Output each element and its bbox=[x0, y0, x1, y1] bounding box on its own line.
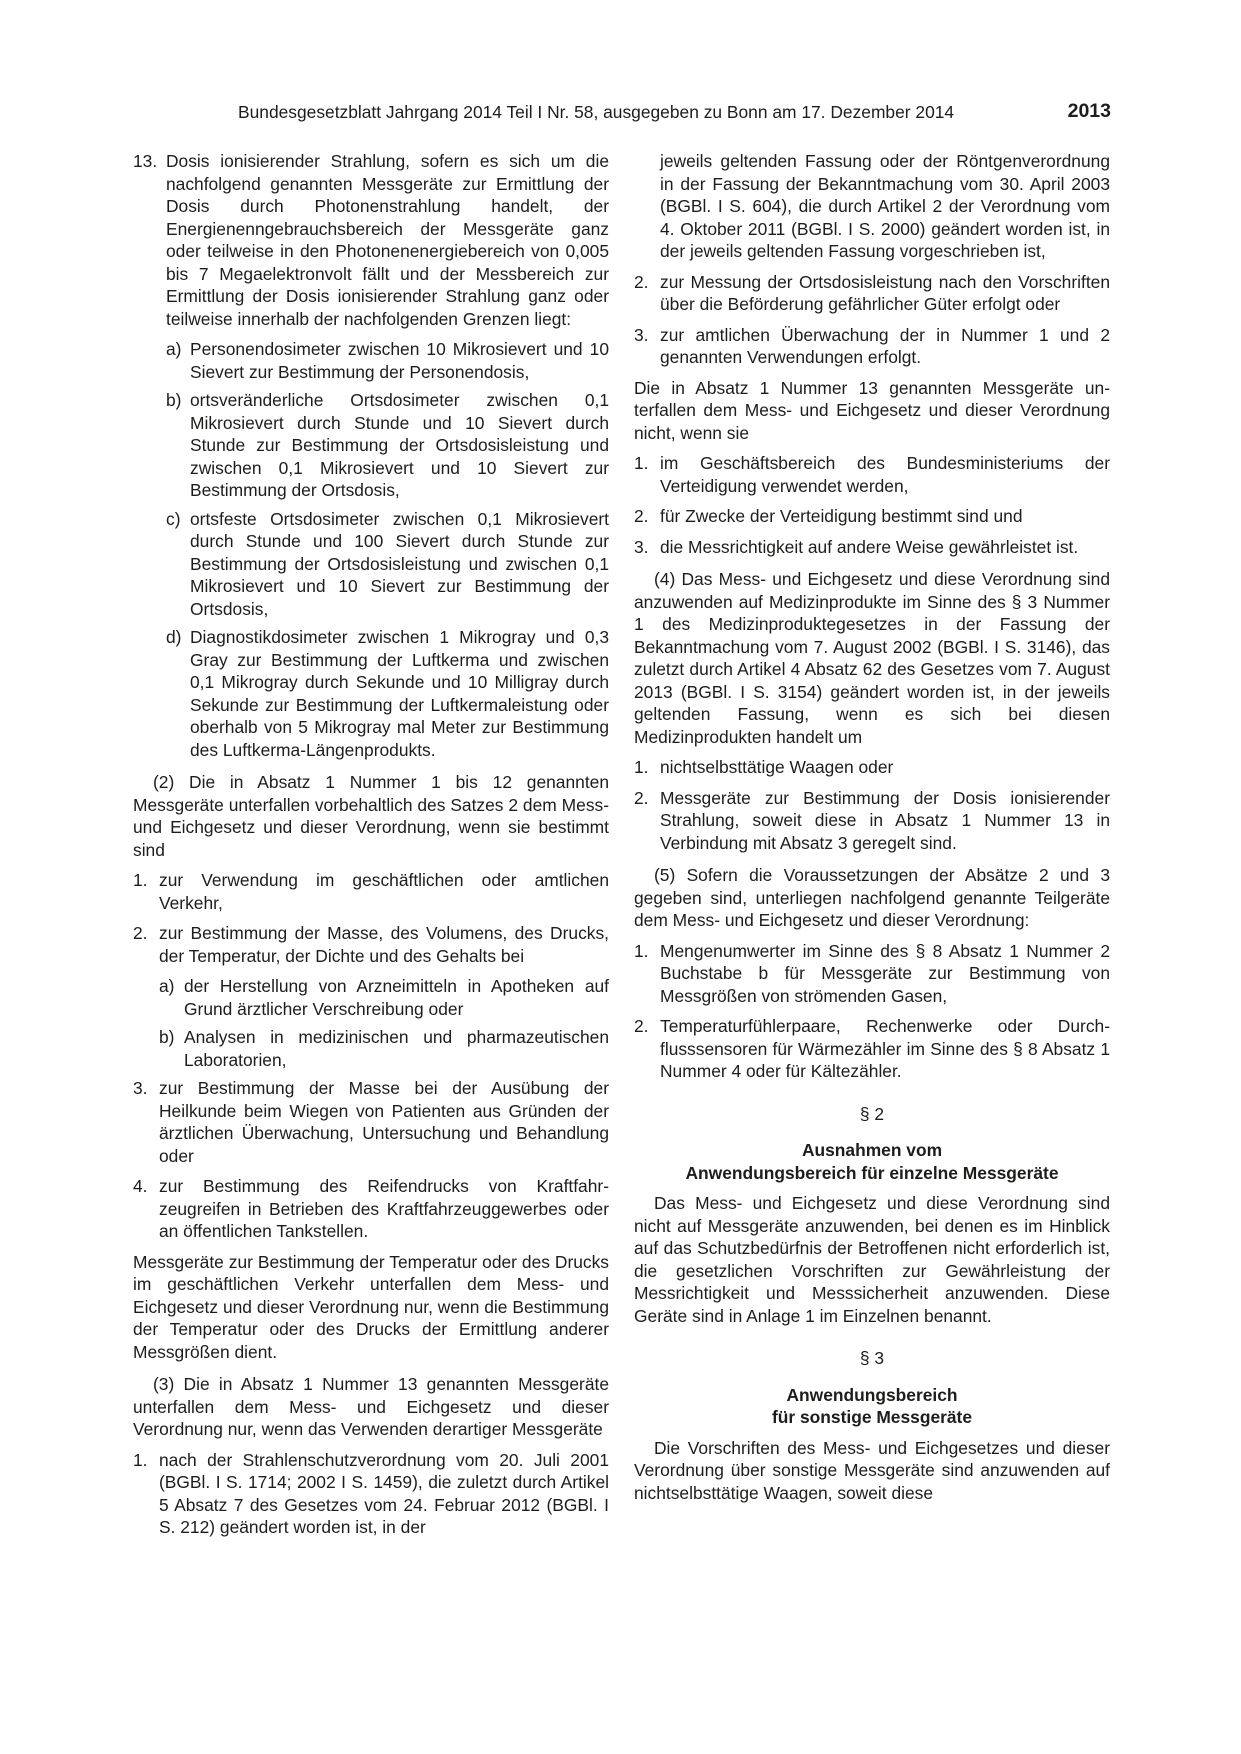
list-item bbox=[634, 787, 1110, 855]
paragraph-4-intro: (4) Das Mess- und Eichgesetz und diese Verordnung sind anzuwenden auf Medizinprodukte im Sinne des § 3 Nummer 1 des Medizinproduktegesetzes in der Fassung der Bekanntmachung vom 7. August 2002 (BGBl. I S. 3146), das zuletzt durch Artikel 4 Absatz 62 des Gesetzes vom 7. August 2013 (BGBl. I S. 3154) geändert worden ist, in der jeweils geltenden Fassung, wenn es sich bei diesen Medizinprodukten handelt um bbox=[634, 569, 1110, 747]
section-title-line: Ausnahmen vom bbox=[801, 1140, 943, 1160]
item-text: Messgeräte zur Bestimmung der Dosis ionisierender Strahlung, soweit diese in Absatz 1 Nummer 13 in Verbindung mit Absatz 3 geregelt sind. bbox=[660, 787, 1110, 853]
section-2-symbol: § 2 bbox=[859, 1103, 885, 1124]
item-text: nichtselbsttätige Waagen oder bbox=[660, 757, 894, 777]
sub-label: b) bbox=[166, 390, 182, 410]
item-text: im Geschäftsbereich des Bundesministeriums der Verteidigung verwendet werden, bbox=[660, 453, 1110, 496]
sub-item-b bbox=[133, 389, 609, 502]
sub-item-b bbox=[133, 1026, 609, 1071]
item-number: 1. bbox=[133, 870, 148, 890]
item-text: zur Verwendung im geschäftlichen oder amtlichen Verkehr, bbox=[159, 870, 609, 913]
section-title-line: Anwendungsbereich bbox=[786, 1384, 958, 1405]
sub-label: d) bbox=[166, 627, 182, 647]
item-text: nach der Strahlenschutzverordnung vom 20. Juli 2001 (BGBl. I S. 1714; 2002 I S. 1459), die zuletzt durch Artikel 5 Absatz 7 des Gesetzes vom 24. Februar 2012 (BGBl. I S. 212) geändert worden ist, in der bbox=[159, 1449, 609, 1537]
right-column bbox=[634, 150, 1110, 1512]
item-text: zur amtlichen Überwachung der in Nummer 1 und 2 genannten Verwendungen erfolgt. bbox=[660, 324, 1110, 367]
item-number: 3. bbox=[634, 536, 649, 557]
section-3-symbol: § 3 bbox=[859, 1348, 885, 1368]
list-item bbox=[634, 271, 1110, 316]
item-number: 2. bbox=[133, 923, 148, 943]
list-item bbox=[133, 869, 609, 914]
list-item bbox=[634, 505, 1110, 528]
item-text: zur Bestimmung der Masse bei der Ausübung der Heilkunde beim Wiegen von Patienten aus Gründen der ärztlichen Überwachung, Untersuchung und Behandlung oder bbox=[159, 1078, 609, 1166]
left-column bbox=[133, 150, 609, 1547]
item-text: zur Bestimmung des Reifendrucks von Kraftfahrzeugreifen in Betrieben des Kraftfahrzeuggewerbes oder an öffentlichen Tankstellen. bbox=[159, 1176, 609, 1241]
sub-item-a bbox=[133, 975, 609, 1020]
item-number: 1. bbox=[133, 1449, 148, 1470]
section-title-line: für sonstige Messgeräte bbox=[771, 1407, 973, 1427]
paragraph-3-sentence-2: Die in Absatz 1 Nummer 13 genannten Messgeräte unterfallen dem Mess- und Eichgesetz und dieser Verordnung nicht, wenn sie bbox=[634, 377, 1110, 443]
running-title: Bundesgesetzblatt Jahrgang 2014 Teil I Nr. 58, ausgegeben zu Bonn am 17. Dezember 2014 bbox=[238, 102, 955, 122]
sub-text: Diagnostikdosimeter zwischen 1 Mikrogray und 0,3 Gray zur Bestimmung der Luftkerma und zwischen 0,1 Mikrogray durch Sekunde und 10 Milligray durch Sekunde zur Bestimmung der Luftkermaleistung oder oberhalb von 5 Mikrogray mal Meter zur Bestimmung des Luftkerma-Längenprodukts. bbox=[190, 627, 609, 760]
item-number: 2. bbox=[634, 1016, 649, 1036]
section-3-text: Die Vorschriften des Mess- und Eichgesetzes und dieser Verordnung über sonstige Messgeräte sind anzuwenden auf nichtselbsttätige Waagen, soweit diese bbox=[634, 1437, 1110, 1503]
sub-text: der Herstellung von Arzneimitteln in Apotheken auf Grund ärztlicher Verschreibung oder bbox=[184, 976, 609, 1019]
sub-label: a) bbox=[159, 976, 175, 996]
paragraph-2-sentence-2: Messgeräte zur Bestimmung der Temperatur oder des Drucks im geschäftlichen Verkehr unterfallen dem Mess- und Eichgesetz und dieser Verordnung nur, wenn die Bestimmung der Temperatur oder des Drucks der Ermittlung anderer Messgrößen dient. bbox=[133, 1251, 609, 1362]
section-title-line: Anwendungsbereich für einzelne Messgeräte bbox=[685, 1162, 1059, 1183]
sub-label: c) bbox=[166, 508, 181, 529]
item-text: für Zwecke der Verteidigung bestimmt sind und bbox=[660, 506, 1023, 526]
item-text: jeweils geltenden Fassung oder der Röntgenverordnung in der Fassung der Bekanntmachung vom 30. April 2003 (BGBl. I S. 604), die durch Artikel 2 der Verordnung vom 4. Oktober 2011 (BGBl. I S. 2000) geändert worden ist, in der jeweils geltenden Fassung vorgeschrieben ist, bbox=[660, 151, 1110, 261]
list-item bbox=[133, 1175, 609, 1243]
list-item bbox=[634, 940, 1110, 1008]
item-number: 1. bbox=[634, 453, 649, 473]
item-text: die Messrichtigkeit auf andere Weise gewährleistet ist. bbox=[660, 536, 1079, 557]
item-number: 3. bbox=[634, 324, 649, 345]
list-item bbox=[634, 324, 1110, 369]
page-header bbox=[238, 100, 1111, 130]
list-item bbox=[634, 536, 1110, 559]
sub-label: a) bbox=[166, 339, 182, 359]
item-text: Temperaturfühlerpaare, Rechenwerke oder Durchflusssensoren für Wärmezähler im Sinne des § 8 Absatz 1 Nummer 4 oder für Kältezähler. bbox=[660, 1016, 1110, 1081]
item-number: 13. bbox=[133, 151, 158, 171]
section-2-text: Das Mess- und Eichgesetz und diese Verordnung sind nicht auf Messgeräte anzuwenden, bei denen es im Hinblick auf das Schutzbedürfnis der Betroffenen nicht erforderlich ist, die gesetzlichen Vorschriften zur Gewährleistung der Messrichtigkeit und Messsicherheit anzuwenden. Diese Geräte sind in Anlage 1 im Einzelnen benannt. bbox=[634, 1193, 1110, 1326]
list-item bbox=[133, 1077, 609, 1167]
sub-label: b) bbox=[159, 1027, 175, 1047]
sub-item-c bbox=[133, 508, 609, 621]
list-item bbox=[133, 1449, 609, 1539]
item-number: 4. bbox=[133, 1176, 148, 1196]
item-text: zur Messung der Ortsdosisleistung nach den Vorschriften über die Beförderung gefährlicher Güter erfolgt oder bbox=[660, 271, 1110, 314]
sub-text: ortsveränderliche Ortsdosimeter zwischen 0,1 Mikrosievert durch Stunde und 10 Sievert durch Stunde zur Bestimmung der Ortsdosisleistung und zwischen 0,1 Mikrosievert und 10 Sievert zur Bestimmung der Ortsdosis, bbox=[190, 390, 609, 500]
list-item bbox=[634, 1015, 1110, 1083]
item-text: Mengenumwerter im Sinne des § 8 Absatz 1 Nummer 2 Buchstabe b für Messgeräte zur Bestimmung von Messgrößen von strömenden Gasen, bbox=[660, 940, 1110, 1006]
section-2-title bbox=[634, 1139, 1110, 1184]
item-text: Dosis ionisierender Strahlung, sofern es sich um die nachfolgend genannten Messgeräte zur Ermittlung der Dosis durch Photonenstrahlung handelt, der Energienenngebrauchsbereich der Messgeräte ganz oder teilweise in den Photonenenergiebereich von 0,005 bis 7 Megaelektronvolt fällt und der Messbereich zur Ermittlung der Dosis ionisierender Strahlung ganz oder teilweise innerhalb der nachfolgenden Grenzen liegt: bbox=[166, 151, 609, 329]
sub-text: Analysen in medizinischen und pharmazeutischen Laboratorien, bbox=[184, 1027, 609, 1070]
item-text: zur Bestimmung der Masse, des Volumens, des Drucks, der Temperatur, der Dichte und des Gehalts bei bbox=[159, 923, 609, 966]
paragraph-2-intro: (2) Die in Absatz 1 Nummer 1 bis 12 genannten Messgeräte unterfallen vorbehaltlich des Satzes 2 dem Mess- und Eichgesetz und dieser Verordnung, wenn sie bestimmt sind bbox=[133, 772, 609, 860]
item-number: 1. bbox=[634, 940, 649, 961]
list-item-continued bbox=[634, 150, 1110, 263]
paragraph-5-intro: (5) Sofern die Voraussetzungen der Absätze 2 und 3 gegeben sind, unterliegen nachfolgend genannte Teilgeräte dem Mess- und Eichgesetz und dieser Verordnung: bbox=[634, 865, 1110, 930]
page-number: 2013 bbox=[1067, 100, 1111, 122]
list-item-13 bbox=[133, 150, 609, 330]
list-item bbox=[133, 922, 609, 967]
sub-item-d bbox=[133, 626, 609, 761]
paragraph-3-intro: (3) Die in Absatz 1 Nummer 13 genannten Messgeräte unterfallen dem Mess- und Eichgesetz und dieser Verordnung nur, wenn das Verwenden derartiger Messgeräte bbox=[133, 1374, 609, 1439]
list-item bbox=[634, 452, 1110, 497]
item-number: 2. bbox=[634, 506, 649, 526]
item-number: 2. bbox=[634, 787, 649, 808]
sub-item-a bbox=[133, 338, 609, 383]
list-item bbox=[634, 756, 1110, 779]
section-3-title bbox=[634, 1384, 1110, 1429]
sub-text: Personendosimeter zwischen 10 Mikrosievert und 10 Sievert zur Bestimmung der Personendosis, bbox=[190, 339, 609, 382]
item-number: 2. bbox=[634, 271, 649, 292]
sub-text: ortsfeste Ortsdosimeter zwischen 0,1 Mikrosievert durch Stunde und 100 Sievert durch Stunde zur Bestimmung der Ortsdosisleistung und zwischen 0,1 Mikrosievert und 10 Sievert zur Bestimmung der Ortsdosis, bbox=[190, 508, 609, 619]
item-number: 1. bbox=[634, 757, 649, 777]
item-number: 3. bbox=[133, 1078, 148, 1098]
